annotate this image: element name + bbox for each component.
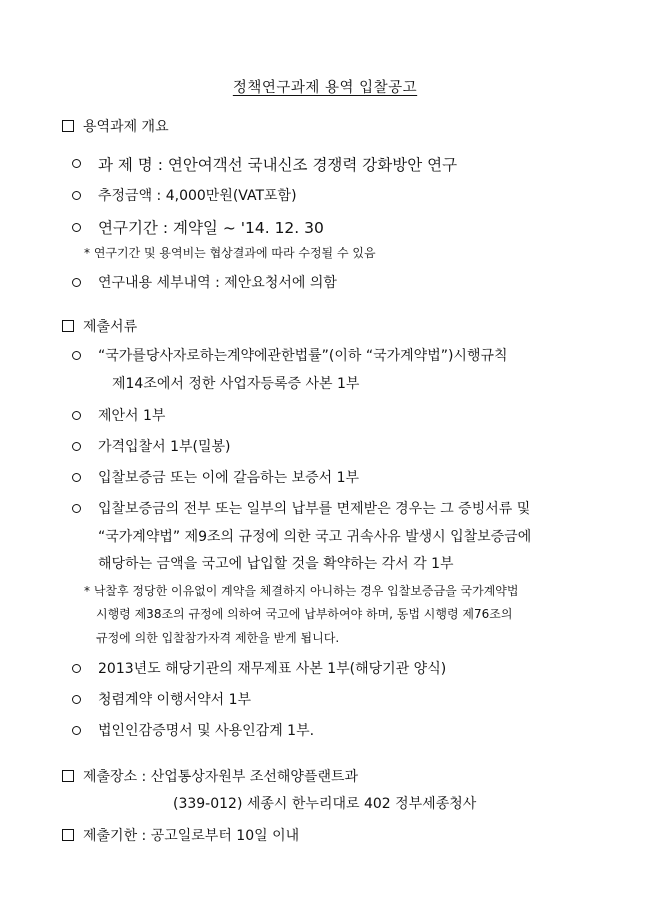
circle-bullet-icon [72,278,81,287]
doc-item-4: 입찰보증금 또는 이에 갈음하는 보증서 1부 [98,470,360,486]
doc-item-5-line2: “국가계약법” 제9조의 규정에 의한 국고 귀속사유 발생시 입찰보증금에 [98,529,532,545]
square-bullet-icon [62,829,74,841]
doc-item-5-line3: 해당하는 금액을 국고에 납입할 것을 확약하는 각서 각 1부 [98,556,454,572]
circle-bullet-icon [72,159,81,168]
section-documents-heading: 제출서류 [62,316,137,336]
circle-bullet-icon [72,191,81,200]
place-address: (339-012) 세종시 한누리대로 402 정부세종청사 [173,796,477,812]
section-overview-heading: 용역과제 개요 [62,116,169,136]
page-title: 정책연구과제 용역 입찰공고 [232,80,418,96]
doc-item-7: 청렴계약 이행서약서 1부 [98,692,252,708]
doc-item-3: 가격입찰서 1부(밀봉) [98,439,231,455]
circle-bullet-icon [72,473,81,482]
section-place-heading: 제출장소 : 산업통상자원부 조선해양플랜트과 [62,766,358,786]
overview-note: * 연구기간 및 용역비는 협상결과에 따라 수정될 수 있음 [84,246,376,260]
section-deadline-heading: 제출기한 : 공고일로부터 10일 이내 [62,825,299,845]
square-bullet-icon [62,320,74,332]
circle-bullet-icon [72,442,81,451]
doc-item-8: 법인인감증명서 및 사용인감계 1부. [98,723,315,739]
circle-bullet-icon [72,351,81,360]
square-bullet-icon [62,120,74,132]
doc-item-5-line1: 입찰보증금의 전부 또는 일부의 납부를 면제받은 경우는 그 증빙서류 및 [98,501,531,517]
overview-item-title: 과 제 명 : 연안여객선 국내신조 경쟁력 강화방안 연구 [98,156,458,174]
overview-item-detail: 연구내용 세부내역 : 제안요청서에 의함 [98,275,337,291]
circle-bullet-icon [72,223,81,232]
overview-item-budget: 추정금액 : 4,000만원(VAT포함) [98,188,297,204]
doc-item-1-line2: 제14조에서 정한 사업자등록증 사본 1부 [112,376,360,392]
circle-bullet-icon [72,726,81,735]
doc-item-2: 제안서 1부 [98,408,166,424]
overview-item-period: 연구기간 : 계약일 ~ '14. 12. 30 [98,219,324,237]
circle-bullet-icon [72,411,81,420]
circle-bullet-icon [72,504,81,513]
doc-note-line3: 규정에 의한 입찰참가자격 제한을 받게 됩니다. [96,631,340,645]
circle-bullet-icon [72,664,81,673]
doc-item-6: 2013년도 해당기관의 재무제표 사본 1부(해당기관 양식) [98,661,447,677]
doc-item-1-line1: “국가를당사자로하는계약에관한법률”(이하 “국가계약법”)시행규칙 [98,348,508,364]
square-bullet-icon [62,770,74,782]
doc-note-line1: * 낙찰후 정당한 이유없이 계약을 체결하지 아니하는 경우 입찰보증금을 국가계약법 [84,584,519,598]
doc-note-line2: 시행령 제38조의 규정에 의하여 국고에 납부하여야 하며, 동법 시행령 제76조의 [96,607,513,621]
circle-bullet-icon [72,695,81,704]
